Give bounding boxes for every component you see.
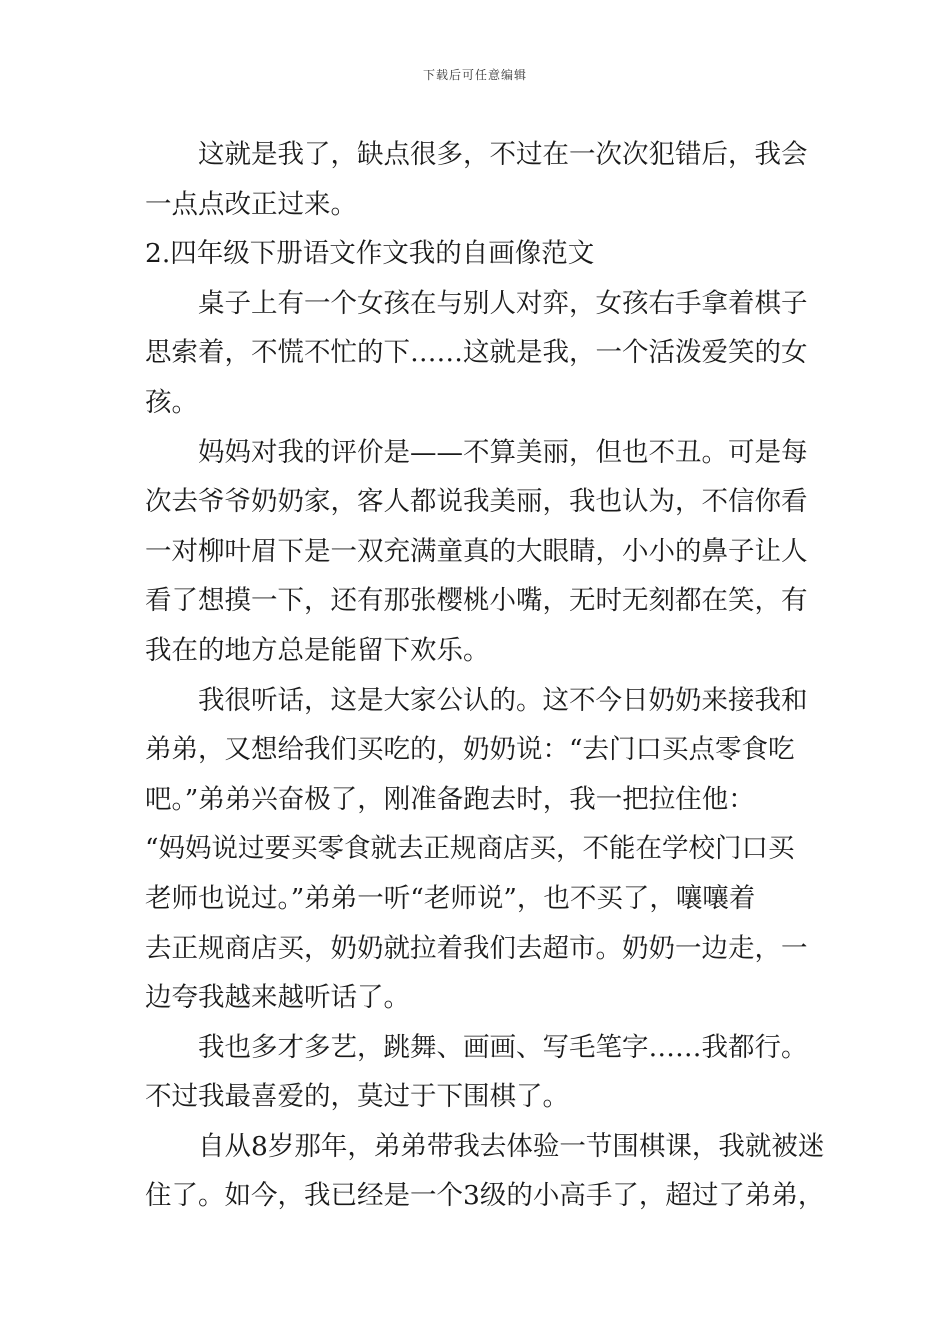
- text-line: 我在的地方总是能留下欢乐。: [145, 634, 490, 666]
- text-line: 老师也说过。”弟弟一听“老师说”，也不买了，嚷嚷着: [145, 882, 756, 914]
- text-line: 我很听话，这是大家公认的。这不今日奶奶来接我和: [198, 684, 808, 716]
- text-line: 不过我最喜爱的，莫过于下围棋了。: [145, 1081, 569, 1113]
- text-line: 思索着，不慌不忙的下……这就是我，一个活泼爱笑的女: [145, 337, 808, 369]
- text-line: 这就是我了，缺点很多，不过在一次次犯错后，我会: [198, 139, 808, 170]
- text-line: 妈妈对我的评价是——不算美丽，但也不丑。可是每: [198, 436, 808, 468]
- text-line: 住了。如今，我已经是一个3级的小高手了，超过了弟弟，: [145, 1180, 825, 1212]
- text-line: 次去爷爷奶奶家，客人都说我美丽，我也认为，不信你看: [145, 486, 808, 518]
- text-line: 吧。”弟弟兴奋极了，刚准备跑去时，我一把拉住他：: [145, 783, 755, 815]
- paragraph-intro-chess: [145, 279, 810, 428]
- text-line: 一对柳叶眉下是一双充满童真的大眼睛，小小的鼻子让人: [145, 535, 808, 567]
- text-line: 一点点改正过来。: [145, 188, 357, 220]
- paragraph-appearance: [145, 428, 810, 676]
- text-line: 桌子上有一个女孩在与别人对弈，女孩右手拿着棋子: [198, 287, 808, 319]
- text-line: 我也多才多艺，跳舞、画画、写毛笔字……我都行。: [198, 1031, 808, 1063]
- paragraph-go-chess: [145, 1122, 825, 1221]
- text-line: 孩。: [145, 386, 198, 418]
- text-line: “妈妈说过要买零食就去正规商店买，不能在学校门口买: [145, 833, 795, 865]
- text-line: 看了想摸一下，还有那张樱桃小嘴，无时无刻都在笑，有: [145, 585, 808, 617]
- paragraph-closing-self-reflection: [145, 130, 810, 229]
- section-heading: 2.四年级下册语文作文我的自画像范文: [145, 238, 595, 270]
- text-line: 弟弟，又想给我们买吃的，奶奶说：“去门口买点零食吃: [145, 734, 795, 766]
- paragraph-obedient: [145, 676, 810, 1023]
- text-line: 自从8岁那年，弟弟带我去体验一节围棋课，我就被迷: [198, 1130, 825, 1162]
- text-line: 去正规商店买，奶奶就拉着我们去超市。奶奶一边走，一: [145, 932, 808, 964]
- paragraph-talents: [145, 1023, 810, 1122]
- page-header-note: 下载后可任意编辑: [422, 68, 527, 82]
- text-line: 边夸我越来越听话了。: [145, 982, 410, 1014]
- document-body: [145, 130, 825, 1221]
